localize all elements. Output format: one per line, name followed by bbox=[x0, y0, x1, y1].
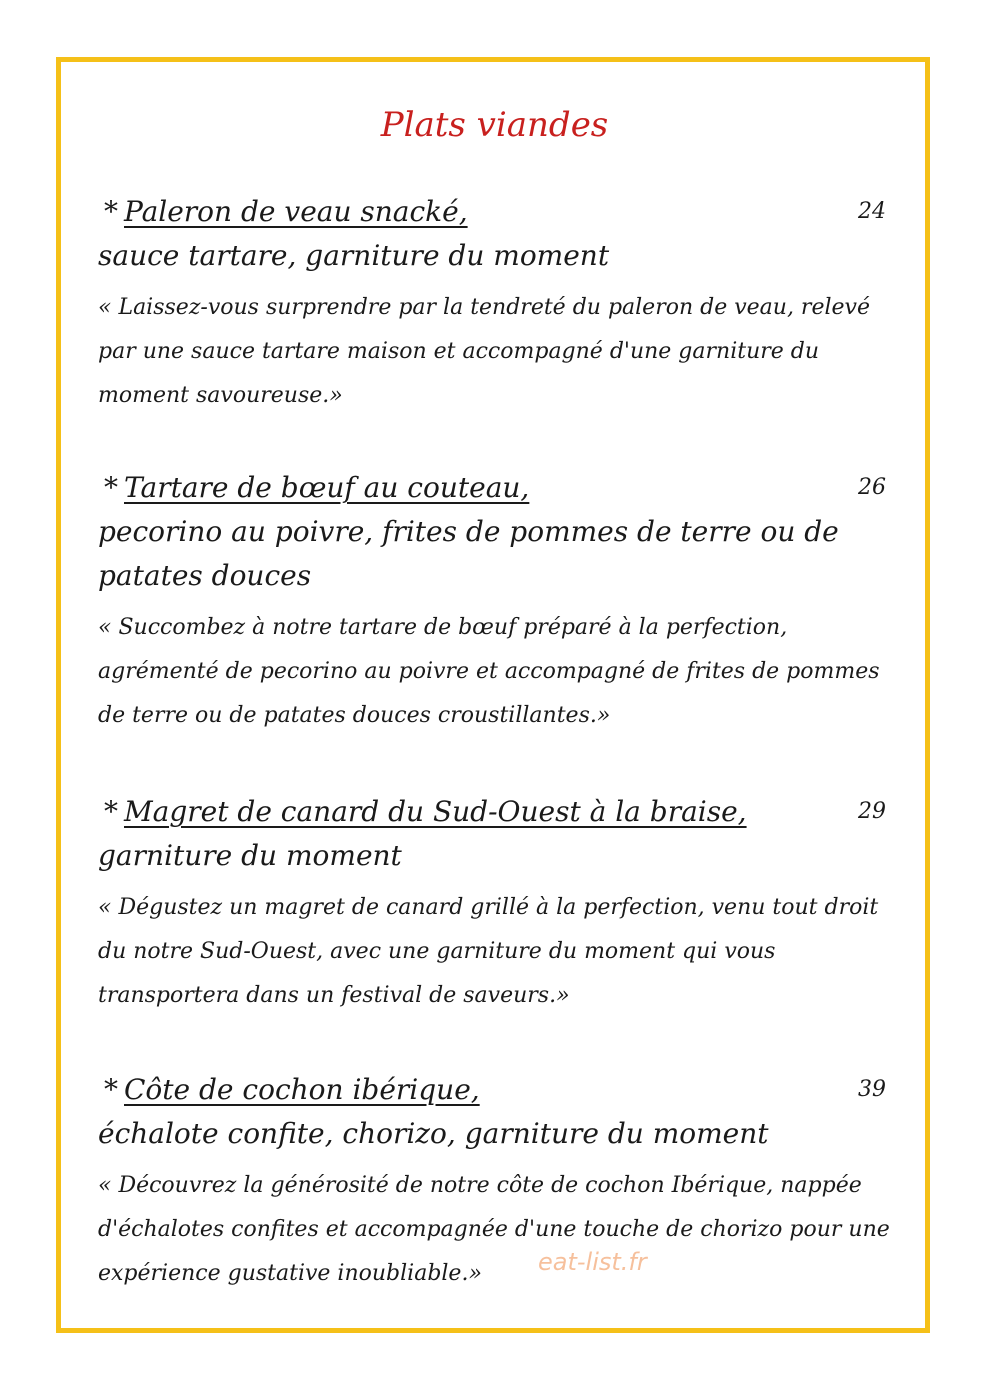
menu-item-price: 39 bbox=[858, 1077, 886, 1102]
menu-item-subtitle: pecorino au poivre, frites de pommes de terre ou de patates douces bbox=[98, 515, 839, 592]
menu-item-name: Magret de canard du Sud-Ouest à la braise, bbox=[124, 795, 747, 828]
menu-item-header bbox=[98, 1068, 898, 1112]
menu-item-subtitle: garniture du moment bbox=[98, 839, 402, 872]
menu-item-header bbox=[98, 190, 898, 234]
watermark-text: eat-list.fr bbox=[538, 1248, 647, 1276]
star-bullet: * bbox=[104, 795, 118, 828]
star-bullet: * bbox=[104, 1073, 118, 1106]
menu-item-description: « Découvrez la générosité de notre côte de cochon Ibérique, nappée d'échalotes confites et accompagnée d'une touche de chorizo pour une expérience gustative inoubliable.» bbox=[98, 1173, 890, 1286]
menu-item-price: 29 bbox=[858, 799, 886, 824]
star-bullet: * bbox=[104, 471, 118, 504]
menu-item-price: 24 bbox=[858, 199, 886, 224]
menu-item-description: « Laissez-vous surprendre par la tendreté du paleron de veau, relevé par une sauce tartare maison et accompagné d'une garniture du moment savoureuse.» bbox=[98, 295, 870, 408]
menu-item-subtitle: échalote confite, chorizo, garniture du moment bbox=[98, 1117, 769, 1150]
menu-item bbox=[98, 190, 898, 418]
menu-item bbox=[98, 790, 898, 1018]
menu-item bbox=[98, 1068, 898, 1296]
menu-item bbox=[98, 466, 898, 738]
menu-item-header bbox=[98, 790, 898, 834]
menu-item-name: Côte de cochon ibérique, bbox=[124, 1073, 480, 1106]
menu-item-price: 26 bbox=[858, 475, 886, 500]
menu-item-header bbox=[98, 466, 898, 510]
star-bullet: * bbox=[104, 195, 118, 228]
page-title: Plats viandes bbox=[380, 105, 609, 145]
menu-item-name: Tartare de bœuf au couteau, bbox=[124, 471, 530, 504]
menu-item-subtitle: sauce tartare, garniture du moment bbox=[98, 239, 610, 272]
menu-item-description: « Succombez à notre tartare de bœuf préparé à la perfection, agrémenté de pecorino au poivre et accompagné de frites de pommes de terre ou de patates douces croustillantes.» bbox=[98, 615, 880, 728]
menu-item-name: Paleron de veau snacké, bbox=[124, 195, 468, 228]
menu-item-description: « Dégustez un magret de canard grillé à la perfection, venu tout droit du notre Sud-Ouest, avec une garniture du moment qui vous transportera dans un festival de saveurs.» bbox=[98, 895, 879, 1008]
